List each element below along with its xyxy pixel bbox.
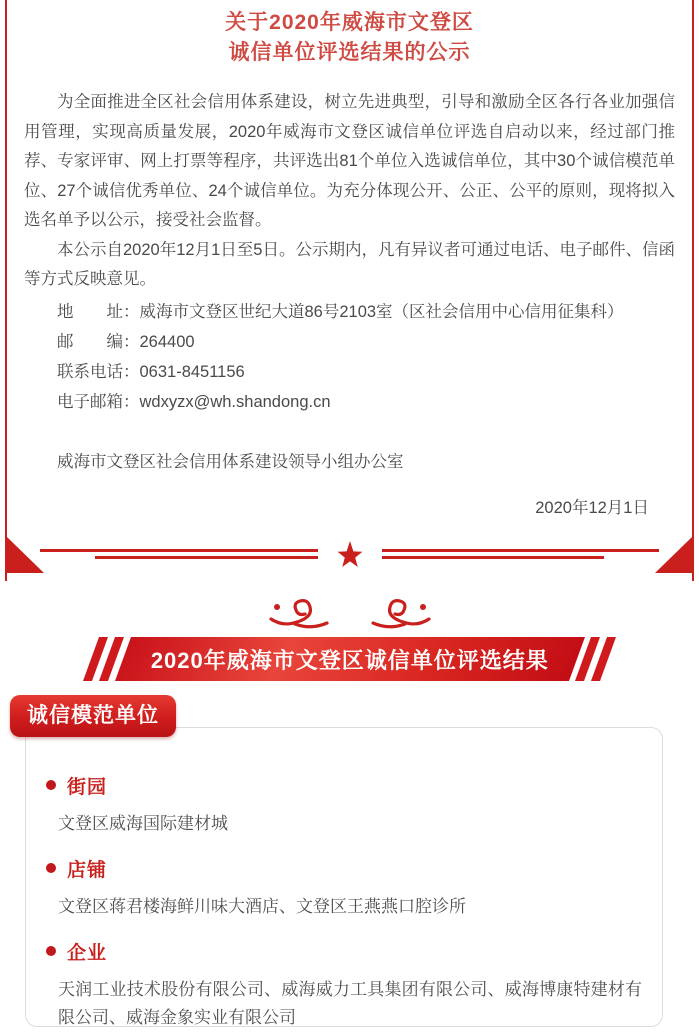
bullet-icon bbox=[46, 946, 56, 956]
unit-list: 文登区蒋君楼海鲜川味大酒店、文登区王燕燕口腔诊所 bbox=[58, 896, 466, 916]
results-card bbox=[25, 727, 663, 1027]
unit-list: 文登区威海国际建材城 bbox=[58, 813, 228, 833]
category-row-dianpu bbox=[46, 855, 642, 882]
category-label: 店铺 bbox=[67, 859, 108, 881]
star-icon bbox=[338, 541, 363, 567]
contact-value: 264400 bbox=[139, 332, 195, 351]
contact-label: 地 址： bbox=[57, 302, 140, 321]
banner-body bbox=[115, 637, 585, 681]
notice-title-line1: 关于2020年威海市文登区 bbox=[225, 11, 474, 34]
contact-line-postcode bbox=[24, 327, 675, 357]
category-row-qiye bbox=[46, 938, 642, 965]
section-badge-model-units: 诚信模范单位 bbox=[10, 695, 176, 737]
contact-label: 联系电话： bbox=[57, 362, 140, 381]
notice-body bbox=[7, 88, 692, 523]
cloud-flourish-icon bbox=[265, 595, 435, 633]
notice-title-line2: 诚信单位评选结果的公示 bbox=[228, 41, 471, 64]
category-row-jieyuan bbox=[46, 772, 642, 799]
notice-title bbox=[7, 8, 692, 68]
contact-value: wdxyzx@wh.shandong.cn bbox=[139, 392, 331, 411]
contact-block bbox=[24, 297, 675, 417]
bullet-icon bbox=[46, 780, 56, 790]
notice-paragraph: 为全面推进全区社会信用体系建设，树立先进典型，引导和激励全区各行各业加强信用管理，实现高质量发展，2020年威海市文登区诚信单位评选自启动以来，经过部门推荐、专家评审、网上打票等程序，共评选出81个单位入选诚信单位，其中30个诚信模范单位、27个诚信优秀单位、24个诚信单位。为充分体现公开、公正、公平的原则，现将拟入选名单予以公示，接受社会监督。 bbox=[24, 93, 675, 229]
unit-list: 天润工业技术股份有限公司、威海威力工具集团有限公司、威海博康特建材有限公司、威海金象实业有限公司 bbox=[58, 979, 642, 1027]
issuer-signature: 威海市文登区社会信用体系建设领导小组办公室 bbox=[57, 452, 404, 471]
contact-label: 电子邮箱： bbox=[57, 392, 140, 411]
contact-value: 威海市文登区世纪大道86号2103室（区社会信用中心信用征集科） bbox=[139, 302, 624, 321]
contact-value: 0631-8451156 bbox=[139, 362, 245, 381]
results-section bbox=[0, 695, 699, 1027]
category-label: 街园 bbox=[67, 776, 108, 798]
flourish-row bbox=[0, 595, 699, 633]
corner-triangle-right-icon bbox=[655, 537, 692, 573]
banner-title: 2020年威海市文登区诚信单位评选结果 bbox=[150, 647, 549, 672]
notice-paragraph: 本公示自2020年12月1日至5日。公示期内，凡有异议者可通过电话、电子邮件、信函等方式反映意见。 bbox=[24, 240, 675, 288]
results-banner bbox=[0, 637, 699, 681]
star-divider-ornament bbox=[7, 533, 692, 581]
corner-triangle-left-icon bbox=[7, 537, 44, 573]
notice-date: 2020年12月1日 bbox=[535, 498, 649, 517]
contact-line-email bbox=[24, 387, 675, 417]
contact-label: 邮 编： bbox=[57, 332, 140, 351]
contact-line-address bbox=[24, 297, 675, 327]
bullet-icon bbox=[46, 863, 56, 873]
notice-card bbox=[5, 0, 694, 581]
category-label: 企业 bbox=[67, 942, 108, 964]
contact-line-phone bbox=[24, 357, 675, 387]
